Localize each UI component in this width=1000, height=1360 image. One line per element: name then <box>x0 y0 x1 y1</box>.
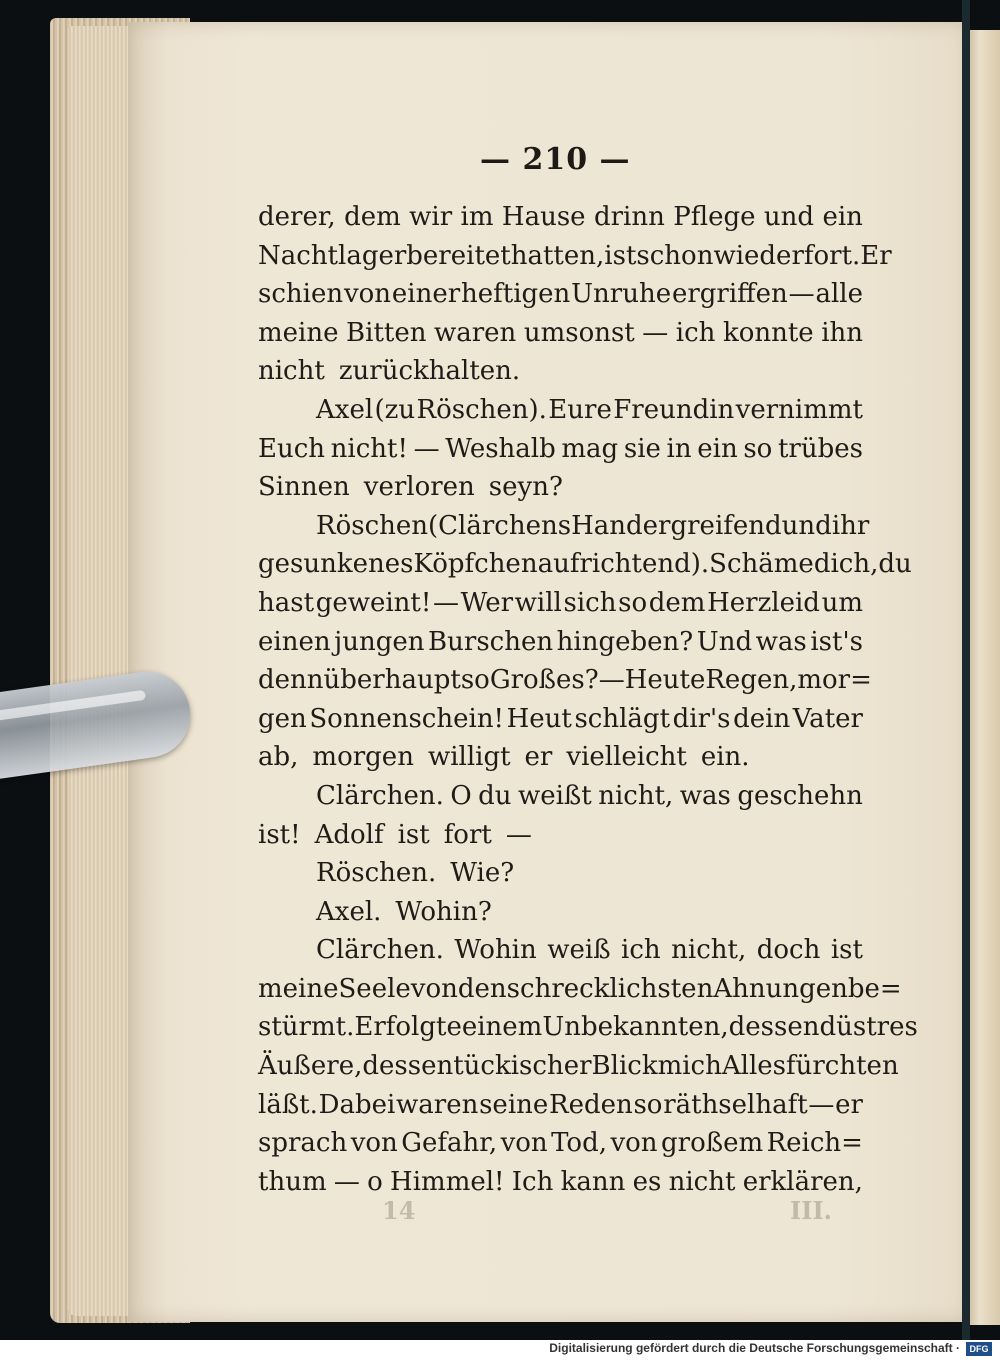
word: sie <box>623 433 661 464</box>
word: kann <box>560 1166 626 1197</box>
word: mag <box>561 433 619 464</box>
word: so <box>743 433 773 464</box>
word: nicht, <box>671 935 747 966</box>
word: morgen <box>312 742 414 773</box>
word: Sonnenschein! <box>309 703 505 734</box>
word: Und <box>696 626 753 657</box>
word: von <box>610 1128 658 1159</box>
word: Burschen <box>428 626 554 657</box>
word: gen <box>258 703 307 734</box>
word: ein <box>822 202 863 232</box>
word: ergriffen <box>671 279 788 310</box>
word: ist <box>830 935 863 966</box>
word: Heute <box>624 665 706 696</box>
word: geweint! <box>315 587 432 618</box>
word: zurückhalten. <box>338 356 521 387</box>
word: Köpfchen <box>413 549 538 580</box>
word: drinn <box>593 202 665 232</box>
text-line <box>258 777 863 816</box>
word: alle <box>815 279 863 310</box>
word: so <box>633 1089 663 1120</box>
word: sich <box>563 587 617 618</box>
word: ich <box>675 317 716 348</box>
word: fürchten <box>786 1051 899 1082</box>
word: Tod, <box>551 1128 607 1159</box>
word: folgte <box>385 1012 462 1043</box>
footer-bar <box>0 1340 1000 1360</box>
text-line <box>258 198 863 237</box>
word: O <box>450 780 472 811</box>
text-line <box>258 623 863 662</box>
word: ihr <box>831 510 870 541</box>
text-line <box>258 738 863 777</box>
word: was <box>755 626 807 657</box>
word: ein. <box>700 742 750 773</box>
word: es <box>632 1166 662 1197</box>
word: verloren <box>363 472 475 503</box>
word: aufrichtend). <box>537 549 710 580</box>
word: tückischer <box>453 1051 592 1082</box>
word: von <box>500 1128 548 1159</box>
word: mor= <box>797 665 872 696</box>
word: Freundin <box>613 394 735 425</box>
word: hingeben? <box>556 626 694 657</box>
word: Alles <box>721 1051 786 1082</box>
dfg-logo: DFG <box>966 1342 992 1356</box>
text-line <box>258 970 902 1009</box>
word: Dabei <box>318 1089 396 1120</box>
word: von <box>343 279 392 310</box>
word: Regen, <box>705 665 798 696</box>
text-line <box>258 854 863 893</box>
word: Äußere, <box>258 1051 363 1082</box>
bleed-through-section: III. <box>790 1196 833 1225</box>
word: — <box>505 819 532 850</box>
word: Axel <box>316 394 374 425</box>
word: Er <box>860 240 892 271</box>
word: schlägt <box>574 703 671 734</box>
word: o <box>367 1166 383 1197</box>
word: Heut <box>506 703 572 734</box>
word: räthselhaft <box>663 1089 808 1120</box>
word: überhaupt <box>323 665 461 696</box>
word: ist's <box>810 626 863 657</box>
bleed-through-signature: 14 <box>382 1196 416 1225</box>
word: wir <box>409 202 453 232</box>
word: derer, <box>258 202 336 232</box>
word: — <box>333 1166 360 1197</box>
text-line <box>258 430 863 469</box>
word: um <box>821 587 863 618</box>
word: waren <box>396 1089 479 1120</box>
word: — <box>642 317 669 348</box>
word: Unbekannten, <box>542 1012 729 1043</box>
word: Seele <box>338 973 411 1004</box>
word: will <box>514 587 562 618</box>
word: nicht! <box>330 433 408 464</box>
word: und <box>763 202 815 232</box>
word: Pflege <box>673 202 756 232</box>
body-text <box>258 198 918 1201</box>
word: ist <box>397 819 430 850</box>
word: dessen <box>362 1051 454 1082</box>
word: Unruhe <box>571 279 672 310</box>
glass-highlight <box>0 690 146 725</box>
word: — <box>432 587 459 618</box>
word: und <box>781 510 832 541</box>
word: Vater <box>792 703 863 734</box>
word: bereitet <box>406 240 511 271</box>
word: geschehn <box>737 780 863 811</box>
word: ist! <box>258 819 301 850</box>
word: sprach <box>258 1128 348 1159</box>
text-line <box>258 1124 863 1163</box>
text-line <box>258 1008 918 1047</box>
word: Röschen). <box>416 394 547 425</box>
word: so <box>460 665 490 696</box>
word: Weshalb <box>445 433 556 464</box>
word: Wie? <box>450 858 515 889</box>
word: (zu <box>374 394 416 425</box>
text-line <box>258 1163 863 1202</box>
word: Er <box>354 1012 386 1043</box>
word: meine <box>258 973 339 1004</box>
word: Hand <box>571 510 643 541</box>
text-line <box>258 816 863 855</box>
word: Schäme <box>709 549 814 580</box>
word: Blick <box>591 1051 658 1082</box>
word: denn <box>258 665 324 696</box>
word: Euch <box>258 433 326 464</box>
word: Röschen. <box>316 858 437 889</box>
word: düstres <box>819 1012 918 1043</box>
word: Eure <box>548 394 612 425</box>
word: Wohin <box>454 935 537 966</box>
word: vielleicht <box>566 742 687 773</box>
word: einer <box>391 279 461 310</box>
word: — <box>598 665 625 696</box>
word: von <box>410 973 458 1004</box>
word: Sinnen <box>258 472 350 503</box>
text-line <box>258 352 863 391</box>
text-line <box>258 314 863 353</box>
facing-page-edge <box>966 30 1000 1325</box>
word: erklären, <box>742 1166 863 1197</box>
word: Bitten <box>346 317 427 348</box>
word: hatten, <box>510 240 605 271</box>
text-line <box>258 507 870 546</box>
word: einem <box>461 1012 543 1043</box>
word: nicht <box>258 356 325 387</box>
word: ihn <box>821 317 863 348</box>
word: großem <box>661 1128 764 1159</box>
word: Axel. <box>316 896 382 927</box>
word: Clärchen. <box>316 780 444 811</box>
word: ab, <box>258 742 299 773</box>
word: nicht <box>668 1166 736 1197</box>
word: er <box>524 742 553 773</box>
word: Hause <box>501 202 586 232</box>
word: hast <box>258 587 315 618</box>
word: waren <box>433 317 517 348</box>
word: ergreifend <box>642 510 782 541</box>
word: trübes <box>777 433 863 464</box>
word: weiß <box>547 935 611 966</box>
word: schon <box>636 240 714 271</box>
word: Röschen <box>316 510 429 541</box>
word: mich <box>657 1051 722 1082</box>
word: Gefahr, <box>401 1128 498 1159</box>
text-line <box>258 893 863 932</box>
word: weißt <box>517 780 592 811</box>
page-number: — 210 — <box>480 142 631 177</box>
word: dessen <box>728 1012 820 1043</box>
text-line <box>258 391 863 430</box>
text-line <box>258 275 863 314</box>
word: Adolf <box>314 819 384 850</box>
word: du <box>478 780 512 811</box>
text-line <box>258 468 863 507</box>
word: seine <box>479 1089 549 1120</box>
word: schrecklichsten <box>506 973 714 1004</box>
word: Wohin? <box>395 896 492 927</box>
word: in <box>666 433 692 464</box>
text-line <box>258 1047 899 1086</box>
word: konnte <box>722 317 814 348</box>
word: gesunkenes <box>258 549 414 580</box>
word: dein <box>733 703 791 734</box>
text-line <box>258 584 863 623</box>
word: Großes? <box>489 665 599 696</box>
word: (Clärchens <box>428 510 572 541</box>
text-line <box>258 931 863 970</box>
word: stürmt. <box>258 1012 355 1043</box>
word: von <box>350 1128 398 1159</box>
word: den <box>457 973 507 1004</box>
text-line <box>258 545 912 584</box>
footer-credit: Digitalisierung gefördert durch die Deutsche Forschungsgemeinschaft · <box>549 1341 960 1355</box>
word: — <box>413 433 440 464</box>
word: ist <box>604 240 637 271</box>
word: Wer <box>460 587 514 618</box>
word: willigt <box>427 742 511 773</box>
text-line <box>258 1086 863 1125</box>
word: Herzleid <box>707 587 820 618</box>
word: ich <box>621 935 661 966</box>
word: im <box>460 202 494 232</box>
word: be= <box>847 973 902 1004</box>
word: heftigen <box>461 279 571 310</box>
word: — <box>788 279 815 310</box>
word: seyn? <box>488 472 563 503</box>
text-line <box>258 237 892 276</box>
word: du <box>878 549 912 580</box>
word: ein <box>697 433 738 464</box>
word: — <box>808 1089 835 1120</box>
word: Clärchen. <box>316 935 444 966</box>
word: umsonst <box>523 317 635 348</box>
word: thum <box>258 1166 327 1197</box>
word: so <box>618 587 648 618</box>
word: Reden <box>549 1089 633 1120</box>
word: Ahnungen <box>713 973 848 1004</box>
word: Ich <box>511 1166 554 1197</box>
word: jungen <box>334 626 425 657</box>
word: er <box>835 1089 863 1120</box>
word: fort <box>443 819 492 850</box>
word: was <box>679 780 731 811</box>
word: wieder <box>713 240 804 271</box>
word: Himmel! <box>390 1166 505 1197</box>
word: dich, <box>813 549 879 580</box>
word: Nachtlager <box>258 240 407 271</box>
word: nicht, <box>598 780 674 811</box>
word: vernimmt <box>735 394 863 425</box>
word: dem <box>344 202 401 232</box>
text-line <box>258 700 863 739</box>
word: fort. <box>803 240 861 271</box>
word: Reich= <box>766 1128 863 1159</box>
word: dem <box>648 587 706 618</box>
word: doch <box>756 935 821 966</box>
word: meine <box>258 317 339 348</box>
word: läßt. <box>258 1089 318 1120</box>
word: dir's <box>672 703 731 734</box>
text-line <box>258 661 872 700</box>
book-binding <box>962 0 970 1340</box>
word: einen <box>258 626 331 657</box>
word: schien <box>258 279 344 310</box>
